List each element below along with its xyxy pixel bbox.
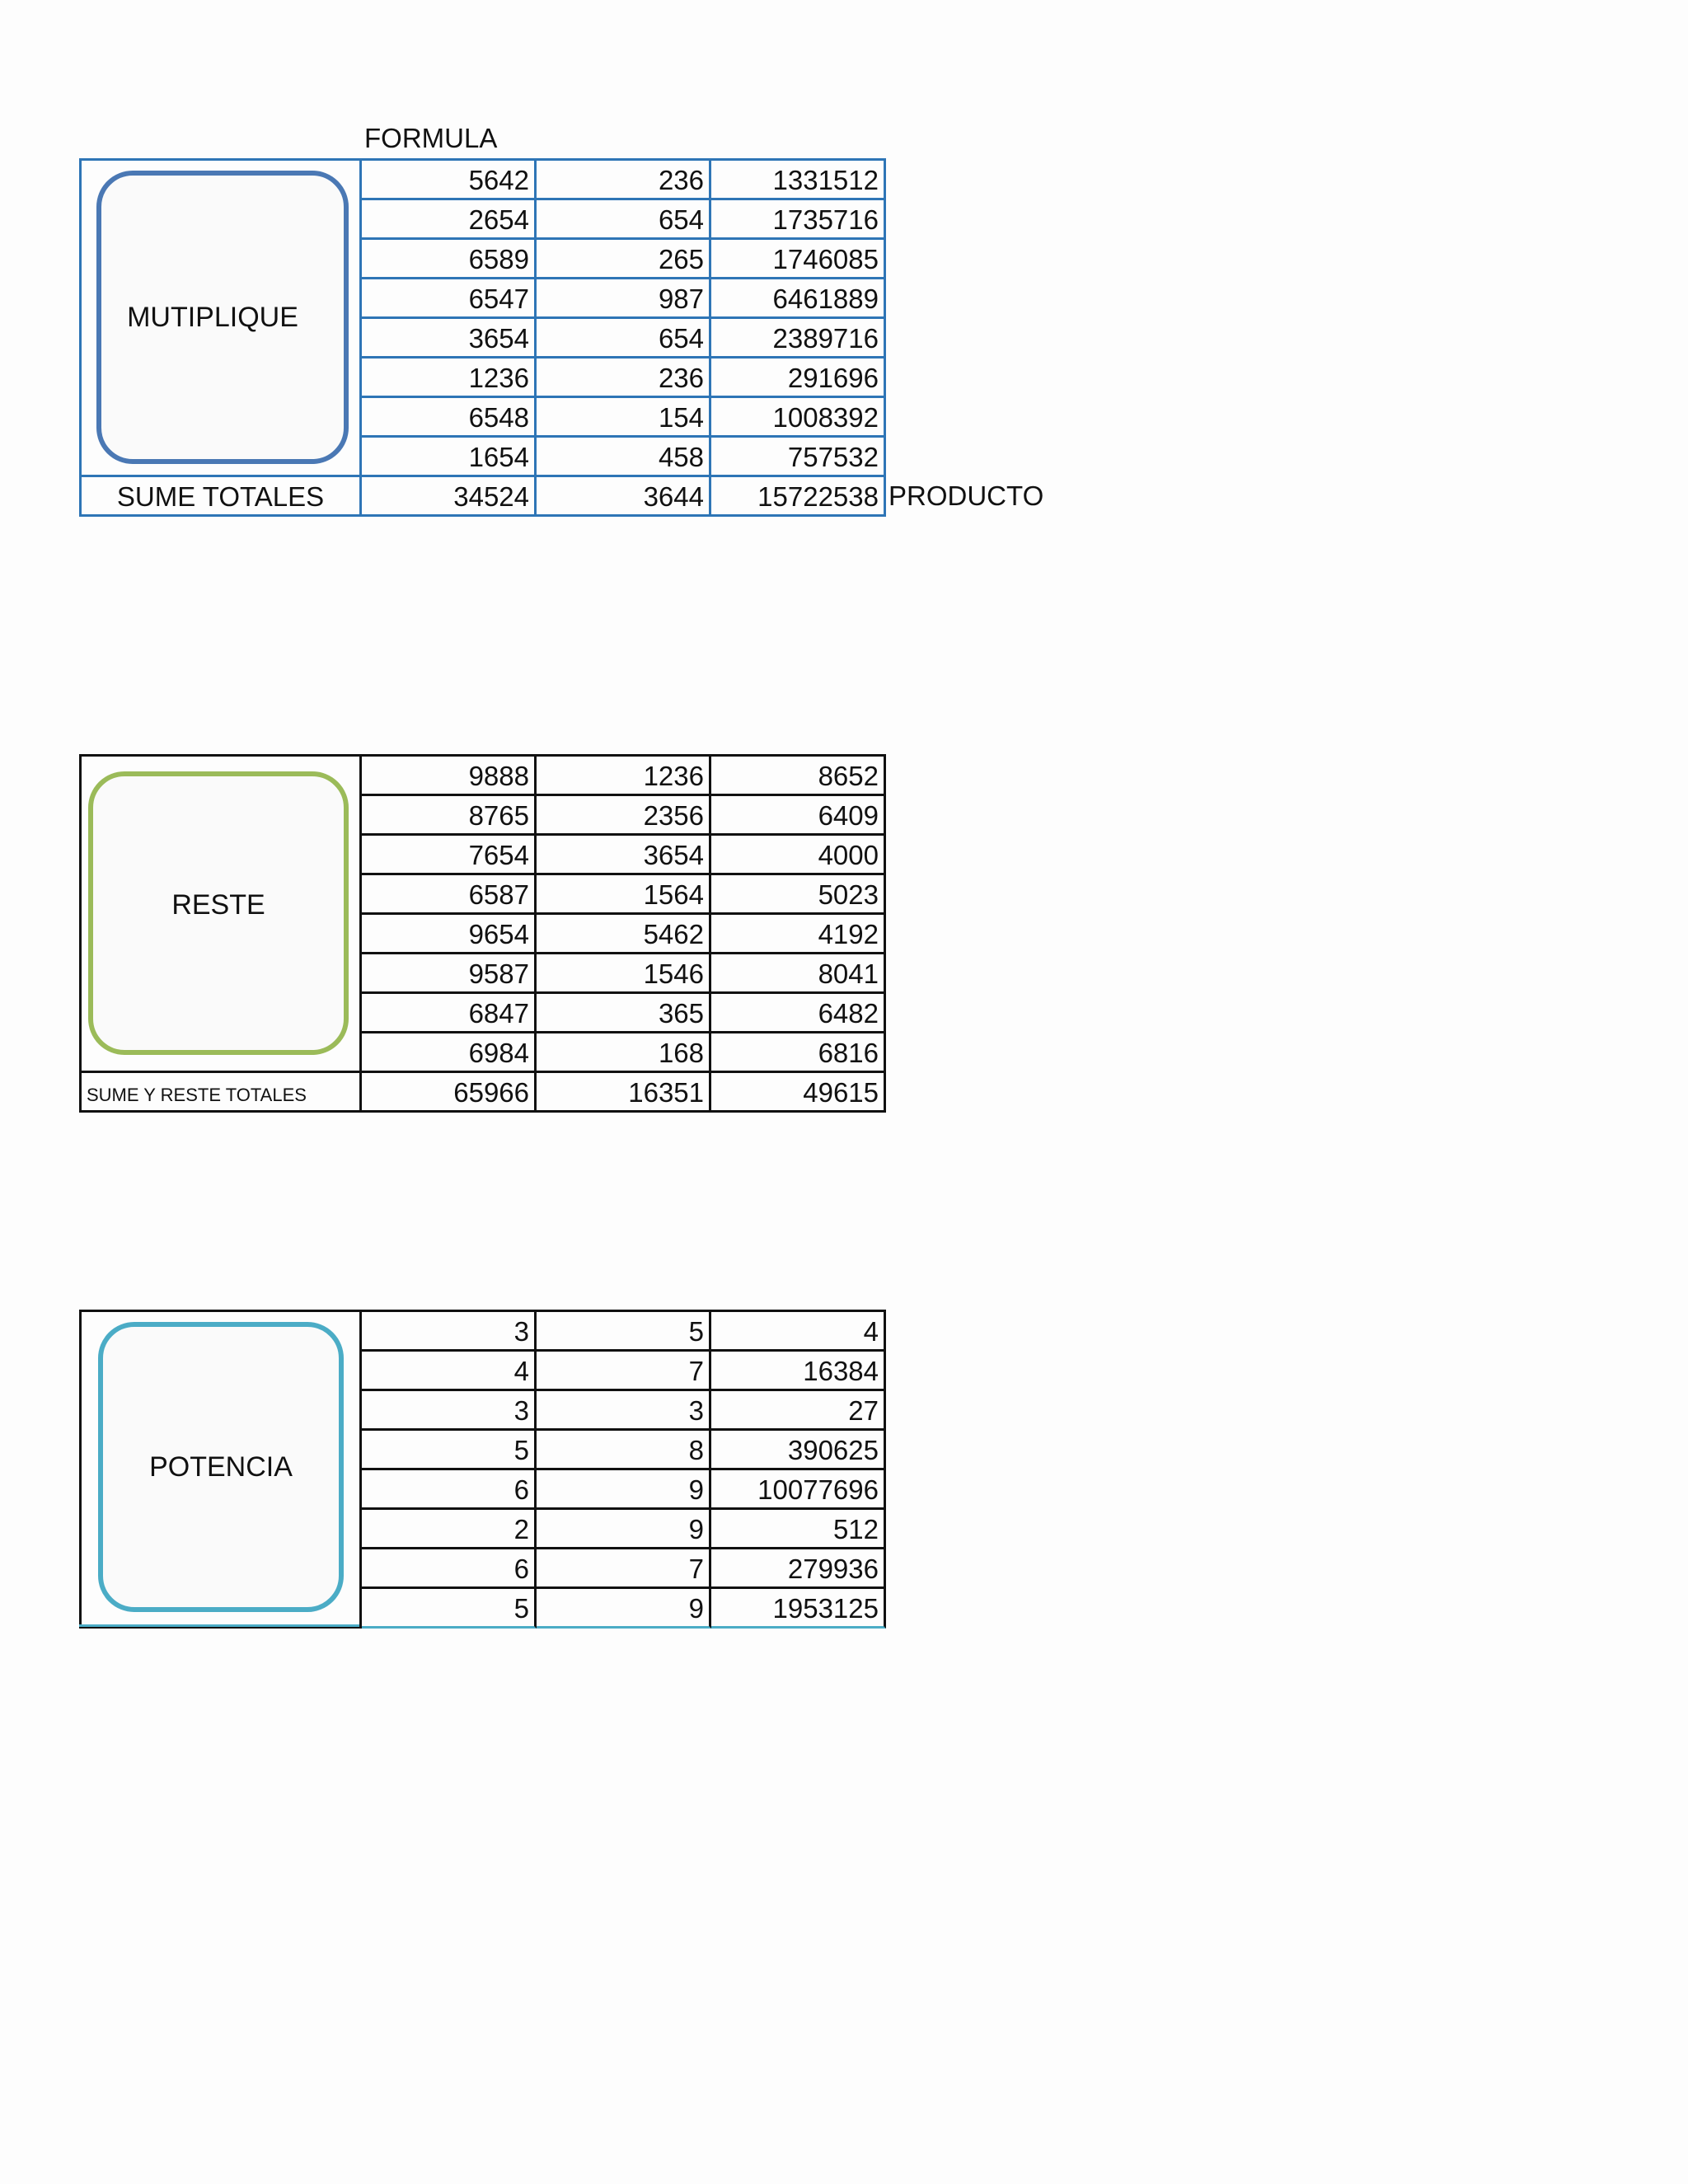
table-cell: 390625 (711, 1431, 886, 1470)
table-cell: 1654 (362, 438, 537, 477)
table-cell: 3 (362, 1391, 537, 1431)
table-cell: 9 (537, 1470, 711, 1510)
power-bottom-rule (79, 1624, 359, 1627)
table-cell: 236 (537, 161, 711, 200)
subtract-shape (88, 771, 349, 1055)
table-cell: 4000 (711, 836, 886, 875)
table-cell: 1236 (362, 359, 537, 398)
table-cell: 1564 (537, 875, 711, 915)
multiply-table (79, 158, 886, 517)
power-shape (98, 1322, 344, 1612)
table-cell: 512 (711, 1510, 886, 1549)
table-cell: 2356 (537, 796, 711, 836)
table-cell: 6 (362, 1470, 537, 1510)
table-cell: 27 (711, 1391, 886, 1431)
subtract-shape-label: RESTE (171, 888, 265, 921)
table-cell: 8765 (362, 796, 537, 836)
table-cell: 4 (362, 1352, 537, 1391)
table-cell: 458 (537, 438, 711, 477)
table-cell: 9888 (362, 757, 537, 796)
table-cell: 5 (362, 1431, 537, 1470)
table-cell: 2654 (362, 200, 537, 240)
table-cell: 5 (537, 1312, 711, 1352)
table-cell: 5023 (711, 875, 886, 915)
table-cell: 8 (537, 1431, 711, 1470)
table-cell: 1331512 (711, 161, 886, 200)
table-cell: 6587 (362, 875, 537, 915)
table-cell: 3 (537, 1391, 711, 1431)
table-cell: 1953125 (711, 1589, 886, 1629)
table-cell: 6816 (711, 1033, 886, 1073)
table-cell: 6589 (362, 240, 537, 279)
table-cell: 2389716 (711, 319, 886, 359)
power-table (79, 1310, 886, 1629)
table-cell: 1735716 (711, 200, 886, 240)
table-cell: 7654 (362, 836, 537, 875)
table-cell: 7 (537, 1352, 711, 1391)
table-cell: 987 (537, 279, 711, 319)
table-cell: 654 (537, 319, 711, 359)
power-shape-label: POTENCIA (149, 1451, 293, 1483)
table-cell: 10077696 (711, 1470, 886, 1510)
multiply-shape (96, 171, 349, 464)
table-cell: 365 (537, 994, 711, 1033)
table-cell: 1746085 (711, 240, 886, 279)
table-cell: 4192 (711, 915, 886, 954)
table-cell: 6547 (362, 279, 537, 319)
table-cell: 1546 (537, 954, 711, 994)
table-cell: 6409 (711, 796, 886, 836)
table-cell: 5642 (362, 161, 537, 200)
totals-cell: 15722538 (711, 477, 886, 517)
table-cell: 1008392 (711, 398, 886, 438)
totals-cell: 49615 (711, 1073, 886, 1113)
multiply-shape-cell (82, 161, 362, 477)
table-cell: 16384 (711, 1352, 886, 1391)
table-cell: 291696 (711, 359, 886, 398)
totals-label: SUME TOTALES (82, 477, 362, 517)
table-cell: 7 (537, 1549, 711, 1589)
table-cell: 9 (537, 1589, 711, 1629)
table-cell: 154 (537, 398, 711, 438)
table-cell: 6482 (711, 994, 886, 1033)
table-cell: 6548 (362, 398, 537, 438)
power-shape-cell (82, 1312, 362, 1629)
table-cell: 1236 (537, 757, 711, 796)
formula-label: FORMULA (364, 123, 498, 153)
table-cell: 3654 (537, 836, 711, 875)
table-cell: 6 (362, 1549, 537, 1589)
subtract-shape-cell (82, 757, 362, 1073)
table-cell: 5462 (537, 915, 711, 954)
table-cell: 9 (537, 1510, 711, 1549)
table-cell: 6461889 (711, 279, 886, 319)
table-cell: 3 (362, 1312, 537, 1352)
totals-cell: 3644 (537, 477, 711, 517)
table-cell: 8652 (711, 757, 886, 796)
table-cell: 4 (711, 1312, 886, 1352)
table-cell: 8041 (711, 954, 886, 994)
table-cell: 5 (362, 1589, 537, 1629)
table-cell: 9654 (362, 915, 537, 954)
totals-cell: 16351 (537, 1073, 711, 1113)
subtract-table (79, 754, 886, 1113)
table-cell: 654 (537, 200, 711, 240)
producto-label: PRODUCTO (889, 480, 1044, 511)
table-cell: 757532 (711, 438, 886, 477)
multiply-shape-label: MUTIPLIQUE (127, 301, 298, 333)
table-cell: 3654 (362, 319, 537, 359)
table-cell: 6984 (362, 1033, 537, 1073)
totals-cell: 34524 (362, 477, 537, 517)
totals-cell: 65966 (362, 1073, 537, 1113)
table-cell: 9587 (362, 954, 537, 994)
table-cell: 236 (537, 359, 711, 398)
table-cell: 279936 (711, 1549, 886, 1589)
table-cell: 2 (362, 1510, 537, 1549)
totals-label: SUME Y RESTE TOTALES (82, 1073, 362, 1113)
table-cell: 265 (537, 240, 711, 279)
table-cell: 6847 (362, 994, 537, 1033)
table-cell: 168 (537, 1033, 711, 1073)
